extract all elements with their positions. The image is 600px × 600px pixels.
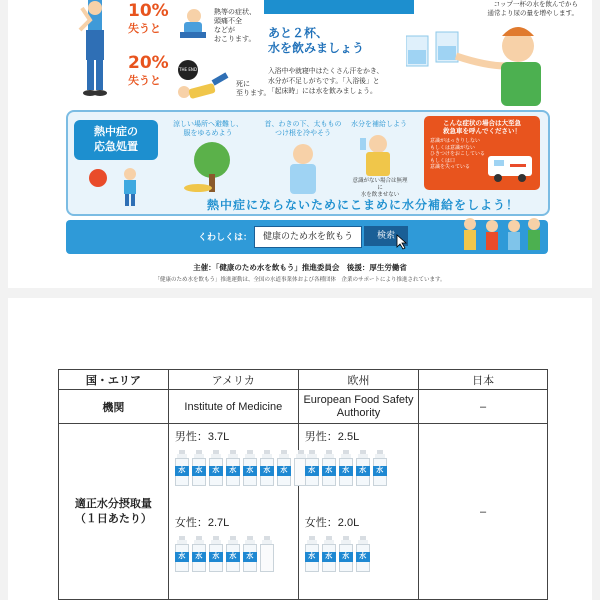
usa-male-bottles <box>175 448 299 488</box>
water-bottle-icon: 水 <box>277 450 291 486</box>
cell-usa-agency: Institute of Medicine <box>168 390 298 424</box>
ambulance-alert-box <box>424 116 540 190</box>
header-country: 国・エリア <box>59 370 169 390</box>
table-header-row <box>59 370 548 390</box>
search-button[interactable]: 検索 <box>364 226 408 246</box>
first-aid-title: 熱中症の 応急処置 <box>74 120 158 160</box>
ambulance-bullets: 意識がはっきりしない もしくは意識がない ひきつけをおこしている もしくは口 意識を失っている <box>430 138 486 170</box>
cell-jp-agency: – <box>419 390 548 424</box>
water-bottle-icon <box>260 536 274 572</box>
water-bottle-icon: 水 <box>373 450 387 486</box>
water-bottle-icon: 水 <box>260 450 274 486</box>
water-bottle-icon: 水 <box>339 536 353 572</box>
the-end-badge: THE END <box>178 60 198 80</box>
panel-shade-title: 涼しい場所へ避難し、 服をゆるめよう <box>173 120 243 137</box>
water-bottle-icon: 水 <box>322 450 336 486</box>
table-row <box>59 390 548 424</box>
water-bottle-icon: 水 <box>226 450 240 486</box>
ten-percent-suffix: 失うと <box>128 22 161 35</box>
water-bottle-icon: 水 <box>192 536 206 572</box>
row-label-agency: 機関 <box>59 390 169 424</box>
heatstroke-poster <box>8 0 592 288</box>
water-bottle-icon: 水 <box>192 450 206 486</box>
drinking-person-illustration <box>352 132 398 178</box>
people-group-illustration <box>458 214 546 254</box>
header-japan: 日本 <box>419 370 548 390</box>
search-input[interactable]: 健康のため水を飲もう <box>254 226 362 248</box>
sponsor-line: 主催：「健康のため水を飲もう」推進委員会 後援：厚生労働省 <box>193 263 407 272</box>
bath-advice-text: 入浴中や就寝中はたくさん汗をかき、 水分が不足しがちです。「入浴後」と 「起床時」には水を飲みましょう。 <box>268 67 384 95</box>
cursor-icon <box>396 234 410 250</box>
water-bottle-icon: 水 <box>226 536 240 572</box>
search-prefix: くわしくは： <box>198 233 253 243</box>
usa-female-intake: 女性：2.7L <box>174 517 230 529</box>
twenty-percent-suffix: 失うと <box>128 74 161 87</box>
eu-female-intake: 女性：2.0L <box>304 517 360 529</box>
tree-shade-illustration <box>178 140 244 194</box>
fine-print: 「健康のため水を飲もう」推進運動は、全国の水道事業体および各種団体 企業のサポートにより推進されています。 <box>154 277 446 283</box>
twenty-percent-block <box>128 54 169 88</box>
top-blue-band <box>264 0 414 14</box>
water-bottle-icon: 水 <box>356 450 370 486</box>
water-intake-table <box>58 369 548 600</box>
first-aid-section <box>66 110 550 216</box>
drink-two-cups-heading: あと２杯、 水を飲みましょう <box>268 26 365 55</box>
sun-and-child-illustration <box>84 162 154 208</box>
person-holding-cups-illustration <box>406 16 556 106</box>
ambulance-icon <box>486 150 536 184</box>
cell-eu-agency: European Food Safety Authority <box>298 390 418 424</box>
water-bottle-icon: 水 <box>305 536 319 572</box>
collapsed-person-illustration <box>174 72 234 102</box>
cell-eu-intake <box>298 424 418 600</box>
header-europe: 欧州 <box>298 370 418 390</box>
water-bottle-icon: 水 <box>305 450 319 486</box>
panel-cooling-title: 首、わきの下、太ももの つけ根を冷やそう <box>264 120 342 137</box>
water-bottle-icon: 水 <box>243 450 257 486</box>
water-bottle-icon: 水 <box>339 450 353 486</box>
water-bottle-icon: 水 <box>209 450 223 486</box>
eu-male-bottles <box>305 448 419 488</box>
twenty-percent-label: 20% <box>128 53 169 73</box>
water-bottle-icon: 水 <box>322 536 336 572</box>
water-bottle-icon: 水 <box>175 536 189 572</box>
top-right-note: コップ一杯の水を飲んでから 通常より尿の量を増やします。 <box>487 0 578 17</box>
dizzy-person-illustration <box>176 6 210 44</box>
panel-hydrate-title: 水分を補給しよう <box>351 120 407 128</box>
ambulance-alert-title: こんな症状の場合は大至急 救急車を呼んでください！ <box>443 119 521 135</box>
water-bottle-icon: 水 <box>209 536 223 572</box>
cell-jp-intake: – <box>419 424 548 600</box>
cell-usa-intake <box>168 424 298 600</box>
cooling-person-illustration <box>276 140 330 198</box>
water-bottle-icon: 水 <box>356 536 370 572</box>
eu-female-bottles <box>305 534 419 574</box>
water-intake-table-card <box>8 298 592 600</box>
table-row <box>59 424 548 600</box>
ten-percent-block <box>128 2 169 36</box>
row-label-intake: 適正水分摂取量 （１日あたり） <box>59 424 169 600</box>
usa-male-intake: 男性：3.7L <box>174 431 230 443</box>
hydrate-note: 意識がない場合は無理に 水を飲ませない <box>352 178 408 198</box>
ten-percent-symptoms: 熱等の症状、 頭痛不全 などが おこります。 <box>214 8 256 43</box>
water-bottle-icon: 水 <box>175 450 189 486</box>
usa-female-bottles <box>175 534 299 574</box>
twenty-percent-symptoms: 死に 至ります。 <box>236 80 271 97</box>
hydration-banner: 熱中症にならないためにこまめに水分補給をしよう！ <box>206 198 519 212</box>
standing-person-illustration <box>70 0 120 100</box>
header-usa: アメリカ <box>168 370 298 390</box>
ten-percent-label: 10% <box>128 1 169 21</box>
water-bottle-icon: 水 <box>243 536 257 572</box>
eu-male-intake: 男性：2.5L <box>304 431 360 443</box>
search-banner <box>66 220 548 254</box>
